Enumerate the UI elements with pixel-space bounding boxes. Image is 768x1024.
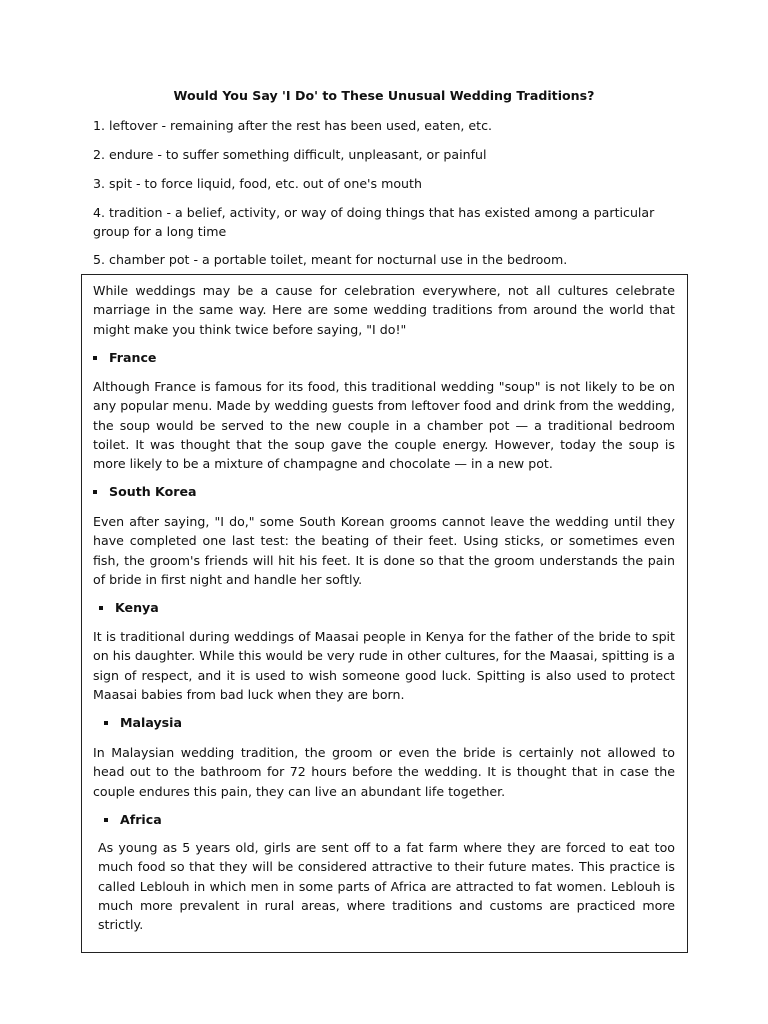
section-paragraph-malaysia: In Malaysian wedding tradition, the groom or even the bride is certainly not allowed to head out to the bathroom for 72 hours before the wedding. It is thought that in case the couple endures this pain, they can live an abundant life together. bbox=[93, 745, 675, 799]
section-heading-label: South Korea bbox=[109, 484, 197, 499]
bullet-icon bbox=[99, 606, 103, 610]
section-heading-kenya bbox=[99, 598, 159, 617]
section-paragraph-france: Although France is famous for its food, this traditional wedding "soup" is not likely to be on any popular menu. Made by wedding guests from leftover food and drink from the wedding, the soup would be served to the new couple in a chamber pot — a traditional bedroom toilet. It was thought that the soup gave the couple energy. However, today the soup is more likely to be a mixture of champagne and chocolate — in a new pot. bbox=[93, 379, 675, 472]
intro-paragraph: While weddings may be a cause for celebration everywhere, not all cultures celebrate marriage in the same way. Here are some wedding traditions from around the world that might make you think twice before saying, "I do!" bbox=[93, 283, 675, 337]
bullet-icon bbox=[93, 490, 97, 494]
section-paragraph-south-korea: Even after saying, "I do," some South Korean grooms cannot leave the wedding until they have completed one last test: the beating of their feet. Using sticks, or sometimes even fish, the groom's friends will hit his feet. It is done so that the groom understands the pain of bride in first night and handle her softly. bbox=[93, 514, 675, 587]
section-heading-south-korea bbox=[93, 482, 197, 501]
vocab-item-tradition: 4. tradition - a belief, activity, or way of doing things that has existed among a particular group for a long time bbox=[93, 205, 655, 239]
bullet-icon bbox=[93, 356, 97, 360]
vocab-item-endure: 2. endure - to suffer something difficult, unpleasant, or painful bbox=[93, 147, 487, 162]
vocab-item-chamber-pot: 5. chamber pot - a portable toilet, meant for nocturnal use in the bedroom. bbox=[93, 252, 568, 267]
section-heading-label: France bbox=[109, 350, 157, 365]
section-heading-label: Africa bbox=[120, 812, 162, 827]
section-paragraph-africa: As young as 5 years old, girls are sent off to a fat farm where they are forced to eat too much food so that they will be considered attractive to their future mates. This practice is called Leblouh in which men in some parts of Africa are attracted to fat women. Leblouh is much more prevalent in rural areas, where traditions and customs are practiced more strictly. bbox=[98, 840, 675, 933]
section-paragraph-kenya: It is traditional during weddings of Maasai people in Kenya for the father of the bride to spit on his daughter. While this would be very rude in other cultures, for the Maasai, spitting is a sign of respect, and it is used to wish someone good luck. Spitting is also used to protect Maasai babies from bad luck when they are born. bbox=[93, 629, 675, 702]
section-heading-africa bbox=[104, 810, 162, 829]
vocab-item-spit: 3. spit - to force liquid, food, etc. out of one's mouth bbox=[93, 176, 422, 191]
section-heading-label: Kenya bbox=[115, 600, 159, 615]
page-title: Would You Say 'I Do' to These Unusual Wedding Traditions? bbox=[173, 88, 595, 103]
bullet-icon bbox=[104, 721, 108, 725]
vocab-item-leftover: 1. leftover - remaining after the rest has been used, eaten, etc. bbox=[93, 118, 493, 133]
section-heading-label: Malaysia bbox=[120, 715, 182, 730]
bullet-icon bbox=[104, 818, 108, 822]
section-heading-france bbox=[93, 348, 156, 367]
section-heading-malaysia bbox=[104, 713, 182, 732]
